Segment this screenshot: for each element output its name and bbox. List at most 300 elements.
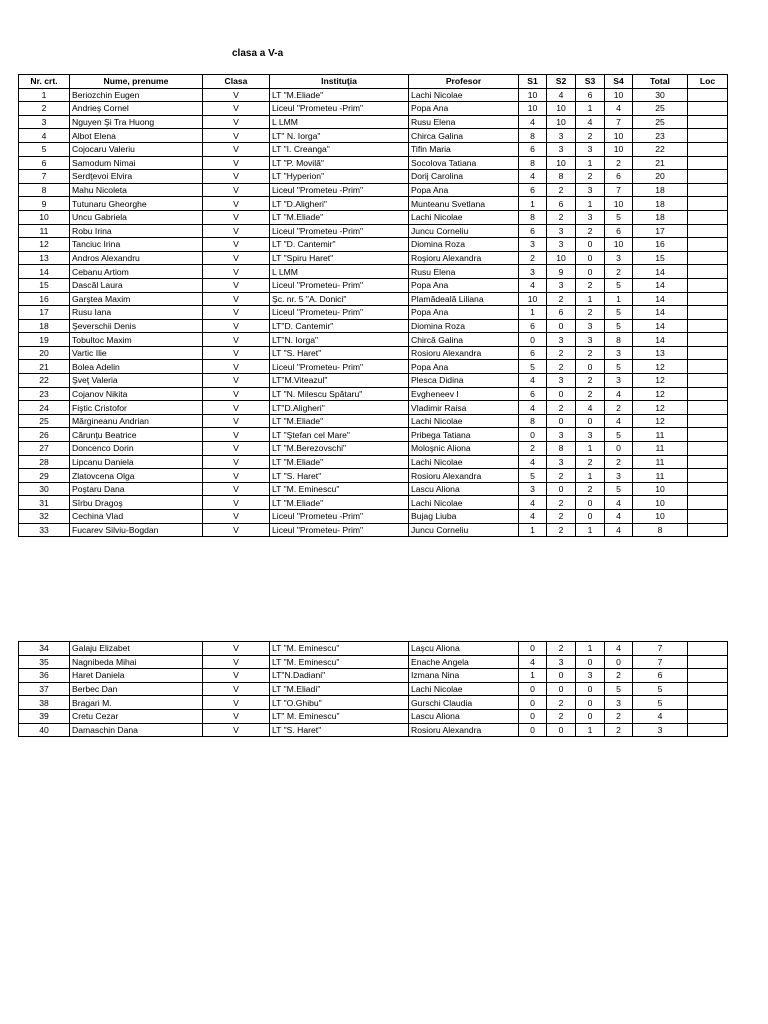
cell-s1: 2 [519, 442, 547, 456]
cell-s2: 2 [547, 183, 576, 197]
table-row [19, 682, 728, 696]
cell-class: V [203, 523, 270, 537]
cell-class: V [203, 642, 270, 656]
cell-s3: 2 [576, 224, 605, 238]
cell-s1: 6 [519, 319, 547, 333]
cell-institution: Liceul "Prometeu- Prim" [270, 523, 409, 537]
cell-place [688, 428, 728, 442]
cell-place [688, 210, 728, 224]
cell-s2: 2 [547, 496, 576, 510]
cell-total: 12 [633, 387, 688, 401]
cell-nr: 7 [19, 170, 70, 184]
cell-s2: 2 [547, 210, 576, 224]
cell-total: 30 [633, 88, 688, 102]
cell-s2: 2 [547, 696, 576, 710]
cell-s1: 4 [519, 374, 547, 388]
cell-s3: 0 [576, 510, 605, 524]
cell-name: Dascăl Laura [70, 278, 203, 292]
cell-s1: 10 [519, 292, 547, 306]
cell-total: 10 [633, 482, 688, 496]
header-place: Loc [688, 75, 728, 89]
cell-total: 10 [633, 510, 688, 524]
cell-nr: 30 [19, 482, 70, 496]
header-row [19, 75, 728, 89]
cell-s1: 2 [519, 251, 547, 265]
cell-s4: 5 [605, 482, 633, 496]
table-row [19, 251, 728, 265]
cell-name: Cebanu Artiom [70, 265, 203, 279]
cell-name: Samodum Nimai [70, 156, 203, 170]
cell-nr: 18 [19, 319, 70, 333]
cell-s4: 5 [605, 278, 633, 292]
cell-nr: 36 [19, 669, 70, 683]
cell-place [688, 251, 728, 265]
table-row [19, 333, 728, 347]
cell-class: V [203, 669, 270, 683]
cell-s1: 5 [519, 469, 547, 483]
cell-place [688, 469, 728, 483]
cell-s3: 3 [576, 669, 605, 683]
cell-name: Cechina Vlad [70, 510, 203, 524]
cell-teacher: Chircă Galina [409, 333, 519, 347]
cell-class: V [203, 102, 270, 116]
header-institution: Instituţia [270, 75, 409, 89]
cell-name: Mărgineanu Andrian [70, 414, 203, 428]
cell-institution: Liceul "Prometeu -Prim" [270, 102, 409, 116]
cell-s2: 0 [547, 682, 576, 696]
cell-place [688, 102, 728, 116]
cell-s2: 6 [547, 197, 576, 211]
cell-nr: 25 [19, 414, 70, 428]
cell-teacher: Diomina Roza [409, 238, 519, 252]
cell-s1: 3 [519, 265, 547, 279]
cell-institution: LT"D. Cantemir" [270, 319, 409, 333]
cell-nr: 6 [19, 156, 70, 170]
cell-s3: 6 [576, 88, 605, 102]
cell-class: V [203, 251, 270, 265]
cell-total: 14 [633, 265, 688, 279]
cell-nr: 9 [19, 197, 70, 211]
cell-place [688, 669, 728, 683]
cell-s4: 5 [605, 210, 633, 224]
cell-s3: 3 [576, 333, 605, 347]
cell-s1: 4 [519, 278, 547, 292]
cell-name: Zlatovcena Olga [70, 469, 203, 483]
cell-s3: 1 [576, 469, 605, 483]
cell-nr: 8 [19, 183, 70, 197]
cell-place [688, 709, 728, 723]
cell-teacher: Dorij Carolina [409, 170, 519, 184]
table-row [19, 496, 728, 510]
cell-name: Sîrbu Dragoş [70, 496, 203, 510]
cell-s4: 4 [605, 387, 633, 401]
cell-place [688, 696, 728, 710]
header-s4: S4 [605, 75, 633, 89]
cell-s3: 0 [576, 682, 605, 696]
cell-name: Cretu Cezar [70, 709, 203, 723]
cell-s3: 1 [576, 523, 605, 537]
cell-name: Nguyen Şi Tra Huong [70, 115, 203, 129]
cell-s1: 4 [519, 401, 547, 415]
cell-s4: 2 [605, 723, 633, 737]
cell-institution: LT" N. Iorga" [270, 129, 409, 143]
cell-s3: 3 [576, 142, 605, 156]
cell-nr: 10 [19, 210, 70, 224]
cell-s3: 0 [576, 709, 605, 723]
cell-s2: 0 [547, 723, 576, 737]
cell-name: Tobultoc Maxim [70, 333, 203, 347]
cell-s2: 3 [547, 278, 576, 292]
cell-s4: 0 [605, 655, 633, 669]
cell-place [688, 292, 728, 306]
cell-nr: 38 [19, 696, 70, 710]
cell-name: Cărunţu Beatrice [70, 428, 203, 442]
cell-class: V [203, 414, 270, 428]
cell-s4: 4 [605, 523, 633, 537]
cell-s2: 0 [547, 414, 576, 428]
cell-s2: 2 [547, 469, 576, 483]
cell-s4: 2 [605, 265, 633, 279]
cell-class: V [203, 210, 270, 224]
cell-s3: 1 [576, 442, 605, 456]
cell-s1: 1 [519, 197, 547, 211]
cell-s1: 1 [519, 669, 547, 683]
table-row [19, 455, 728, 469]
cell-institution: LT "M.Eliade" [270, 455, 409, 469]
cell-s3: 0 [576, 265, 605, 279]
header-total: Total [633, 75, 688, 89]
cell-class: V [203, 306, 270, 320]
cell-s2: 2 [547, 401, 576, 415]
cell-name: Uncu Gabriela [70, 210, 203, 224]
cell-total: 18 [633, 183, 688, 197]
header-s1: S1 [519, 75, 547, 89]
cell-s1: 3 [519, 482, 547, 496]
table-row [19, 523, 728, 537]
table-row [19, 278, 728, 292]
cell-nr: 19 [19, 333, 70, 347]
cell-s4: 5 [605, 428, 633, 442]
cell-s1: 3 [519, 238, 547, 252]
header-s3: S3 [576, 75, 605, 89]
cell-institution: Liceul "Prometeu- Prim" [270, 278, 409, 292]
cell-s1: 6 [519, 346, 547, 360]
cell-name: Tanciuc Irina [70, 238, 203, 252]
cell-class: V [203, 265, 270, 279]
cell-nr: 1 [19, 88, 70, 102]
cell-name: Nagnibeda Mihai [70, 655, 203, 669]
header-nr: Nr. crt. [19, 75, 70, 89]
cell-teacher: Lachi Nicolae [409, 414, 519, 428]
cell-place [688, 333, 728, 347]
cell-name: Mahu Nicoleta [70, 183, 203, 197]
cell-class: V [203, 238, 270, 252]
cell-class: V [203, 682, 270, 696]
cell-nr: 31 [19, 496, 70, 510]
cell-s2: 2 [547, 523, 576, 537]
cell-class: V [203, 197, 270, 211]
cell-institution: LT "M. Eminescu" [270, 482, 409, 496]
cell-s4: 4 [605, 510, 633, 524]
cell-institution: LT "D. Cantemir" [270, 238, 409, 252]
cell-s1: 0 [519, 642, 547, 656]
cell-s2: 3 [547, 224, 576, 238]
cell-s3: 2 [576, 306, 605, 320]
cell-name: Rusu Iana [70, 306, 203, 320]
cell-institution: LT"D.Aligheri" [270, 401, 409, 415]
cell-s2: 3 [547, 333, 576, 347]
cell-nr: 17 [19, 306, 70, 320]
cell-s4: 10 [605, 142, 633, 156]
table-row [19, 510, 728, 524]
cell-total: 12 [633, 414, 688, 428]
cell-institution: Liceul "Prometeu- Prim" [270, 306, 409, 320]
cell-total: 23 [633, 129, 688, 143]
cell-name: Beriozchin Eugen [70, 88, 203, 102]
cell-institution: LT "D.Aligheri" [270, 197, 409, 211]
cell-s2: 10 [547, 102, 576, 116]
cell-teacher: Popa Ana [409, 306, 519, 320]
cell-place [688, 682, 728, 696]
cell-place [688, 642, 728, 656]
cell-place [688, 142, 728, 156]
table-row [19, 319, 728, 333]
cell-place [688, 510, 728, 524]
cell-s4: 4 [605, 496, 633, 510]
cell-total: 7 [633, 655, 688, 669]
cell-institution: Liceul "Prometeu -Prim" [270, 183, 409, 197]
cell-s3: 0 [576, 655, 605, 669]
cell-institution: LT "M.Eliade" [270, 414, 409, 428]
cell-teacher: Lachi Nicolae [409, 682, 519, 696]
cell-nr: 15 [19, 278, 70, 292]
cell-s2: 2 [547, 642, 576, 656]
cell-s2: 0 [547, 319, 576, 333]
cell-s3: 3 [576, 428, 605, 442]
cell-s3: 1 [576, 102, 605, 116]
cell-place [688, 401, 728, 415]
cell-teacher: Juncu Corneliu [409, 224, 519, 238]
cell-s2: 10 [547, 156, 576, 170]
cell-total: 11 [633, 455, 688, 469]
cell-s3: 2 [576, 387, 605, 401]
cell-s3: 0 [576, 414, 605, 428]
cell-total: 7 [633, 642, 688, 656]
table-row [19, 265, 728, 279]
cell-s1: 4 [519, 115, 547, 129]
cell-nr: 40 [19, 723, 70, 737]
cell-class: V [203, 129, 270, 143]
cell-s4: 3 [605, 469, 633, 483]
cell-s4: 10 [605, 88, 633, 102]
cell-s3: 4 [576, 401, 605, 415]
cell-teacher: Lachi Nicolae [409, 88, 519, 102]
cell-total: 21 [633, 156, 688, 170]
cell-s3: 3 [576, 183, 605, 197]
table-row [19, 655, 728, 669]
cell-place [688, 319, 728, 333]
cell-nr: 4 [19, 129, 70, 143]
cell-s3: 1 [576, 156, 605, 170]
cell-s4: 2 [605, 401, 633, 415]
table-row [19, 428, 728, 442]
cell-teacher: Chirca Galina [409, 129, 519, 143]
cell-institution: LT "I. Creanga" [270, 142, 409, 156]
cell-total: 10 [633, 496, 688, 510]
cell-s4: 2 [605, 156, 633, 170]
cell-s4: 10 [605, 238, 633, 252]
cell-s1: 4 [519, 510, 547, 524]
cell-s2: 8 [547, 442, 576, 456]
cell-total: 11 [633, 428, 688, 442]
cell-place [688, 455, 728, 469]
cell-institution: LT "S. Haret" [270, 723, 409, 737]
cell-s4: 1 [605, 292, 633, 306]
table-row [19, 197, 728, 211]
cell-teacher: Munteanu Svetlana [409, 197, 519, 211]
cell-teacher: Evgheneev I [409, 387, 519, 401]
cell-class: V [203, 428, 270, 442]
cell-institution: LT "M. Eminescu" [270, 642, 409, 656]
cell-institution: Liceul "Prometeu- Prim" [270, 360, 409, 374]
table-row [19, 129, 728, 143]
cell-teacher: Moloşnic Aliona [409, 442, 519, 456]
cell-s3: 3 [576, 319, 605, 333]
cell-teacher: Popa Ana [409, 102, 519, 116]
table-row [19, 183, 728, 197]
cell-total: 15 [633, 251, 688, 265]
cell-s4: 6 [605, 170, 633, 184]
cell-s2: 3 [547, 129, 576, 143]
table-row [19, 224, 728, 238]
cell-s3: 2 [576, 455, 605, 469]
cell-s3: 2 [576, 129, 605, 143]
cell-class: V [203, 115, 270, 129]
cell-s2: 4 [547, 88, 576, 102]
cell-teacher: Plesca Didina [409, 374, 519, 388]
cell-place [688, 88, 728, 102]
cell-name: Poştaru Dana [70, 482, 203, 496]
table-row [19, 414, 728, 428]
cell-class: V [203, 496, 270, 510]
cell-place [688, 170, 728, 184]
cell-total: 4 [633, 709, 688, 723]
cell-teacher: Bujag Liuba [409, 510, 519, 524]
cell-class: V [203, 319, 270, 333]
cell-name: Fiştic Cristofor [70, 401, 203, 415]
cell-s3: 1 [576, 197, 605, 211]
table-row [19, 374, 728, 388]
cell-place [688, 129, 728, 143]
cell-class: V [203, 655, 270, 669]
cell-teacher: Lachi Nicolae [409, 496, 519, 510]
cell-total: 11 [633, 469, 688, 483]
cell-place [688, 387, 728, 401]
cell-nr: 33 [19, 523, 70, 537]
cell-s3: 0 [576, 696, 605, 710]
cell-s2: 3 [547, 142, 576, 156]
cell-class: V [203, 346, 270, 360]
cell-teacher: Rusu Elena [409, 115, 519, 129]
cell-place [688, 346, 728, 360]
cell-s4: 4 [605, 414, 633, 428]
cell-s1: 6 [519, 387, 547, 401]
cell-s4: 8 [605, 333, 633, 347]
cell-s4: 10 [605, 197, 633, 211]
cell-s2: 2 [547, 510, 576, 524]
header-name: Nume, prenume [70, 75, 203, 89]
cell-teacher: Rosioru Alexandra [409, 346, 519, 360]
cell-nr: 39 [19, 709, 70, 723]
cell-class: V [203, 723, 270, 737]
table-row [19, 88, 728, 102]
cell-place [688, 115, 728, 129]
cell-nr: 29 [19, 469, 70, 483]
table-row [19, 210, 728, 224]
cell-name: Tutunaru Gheorghe [70, 197, 203, 211]
cell-teacher: Tifin Maria [409, 142, 519, 156]
cell-name: Cojocaru Valeriu [70, 142, 203, 156]
table-row [19, 306, 728, 320]
cell-s2: 0 [547, 669, 576, 683]
cell-place [688, 414, 728, 428]
cell-nr: 12 [19, 238, 70, 252]
cell-class: V [203, 696, 270, 710]
cell-total: 14 [633, 333, 688, 347]
cell-institution: LT"M.Viteazul" [270, 374, 409, 388]
cell-s4: 3 [605, 346, 633, 360]
cell-teacher: Popa Ana [409, 278, 519, 292]
cell-institution: LT "P. Movilă" [270, 156, 409, 170]
cell-place [688, 197, 728, 211]
cell-total: 6 [633, 669, 688, 683]
cell-place [688, 496, 728, 510]
cell-s1: 0 [519, 709, 547, 723]
cell-name: Robu Irina [70, 224, 203, 238]
table-row [19, 346, 728, 360]
cell-name: Andros Alexandru [70, 251, 203, 265]
cell-teacher: Popa Ana [409, 183, 519, 197]
cell-total: 14 [633, 319, 688, 333]
cell-institution: L LMM [270, 265, 409, 279]
cell-nr: 28 [19, 455, 70, 469]
cell-class: V [203, 156, 270, 170]
cell-place [688, 278, 728, 292]
cell-s3: 1 [576, 292, 605, 306]
cell-place [688, 156, 728, 170]
cell-s3: 2 [576, 278, 605, 292]
cell-s4: 5 [605, 306, 633, 320]
cell-s4: 2 [605, 455, 633, 469]
cell-institution: Liceul "Prometeu -Prim" [270, 224, 409, 238]
cell-institution: LT "M.Eliadi" [270, 682, 409, 696]
table-row [19, 723, 728, 737]
cell-place [688, 265, 728, 279]
cell-teacher: Rosioru Alexandra [409, 469, 519, 483]
cell-institution: Şc. nr. 5 "A. Donici" [270, 292, 409, 306]
cell-class: V [203, 455, 270, 469]
cell-place [688, 224, 728, 238]
cell-teacher: Juncu Corneliu [409, 523, 519, 537]
cell-total: 16 [633, 238, 688, 252]
cell-class: V [203, 183, 270, 197]
table-row [19, 170, 728, 184]
cell-s2: 0 [547, 387, 576, 401]
cell-total: 20 [633, 170, 688, 184]
header-s2: S2 [547, 75, 576, 89]
cell-class: V [203, 442, 270, 456]
table-row [19, 469, 728, 483]
